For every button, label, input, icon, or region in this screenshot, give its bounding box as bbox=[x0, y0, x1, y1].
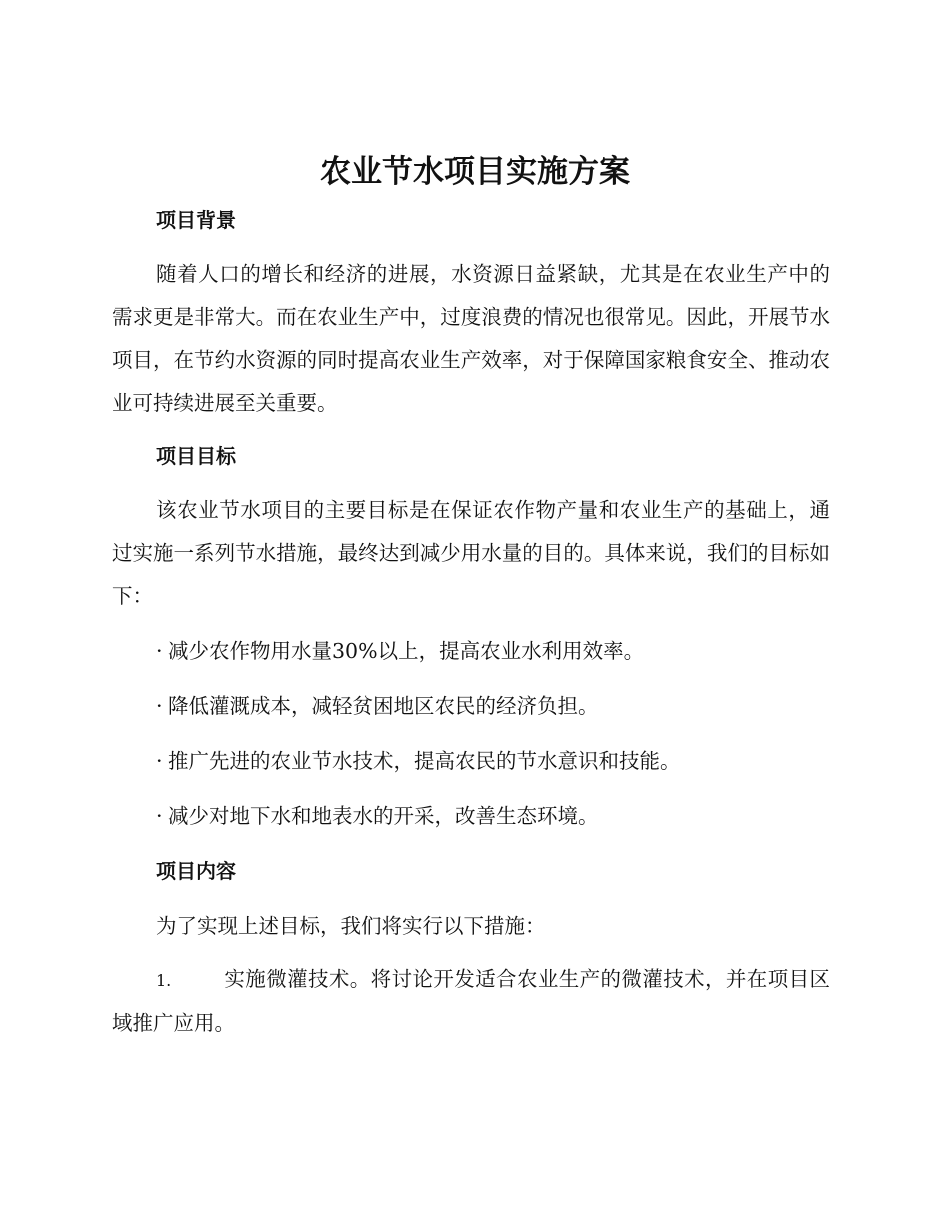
item-text: 实施微灌技术。将讨论开发适合农业生产的微灌技术，并在项目区域推广应用。 bbox=[112, 967, 830, 1035]
section-heading-background: 项目背景 bbox=[156, 208, 236, 232]
bullet-marker: · bbox=[156, 749, 163, 773]
goal-item-text: 降低灌溉成本，减轻贫困地区农民的经济负担。 bbox=[168, 694, 599, 718]
goal-item-text: 减少对地下水和地表水的开采，改善生态环境。 bbox=[168, 804, 599, 828]
background-paragraph: 随着人口的增长和经济的进展，水资源日益紧缺，尤其是在农业生产中的需求更是非常大。而在农业生产中，过度浪费的情况也很常见。因此，开展节水项目，在节约水资源的同时提高农业生产效率，对于保障国家粮食安全、推动农业可持续进展至关重要。 bbox=[112, 262, 830, 415]
numbered-list-item bbox=[112, 958, 830, 1045]
goal-list-item bbox=[156, 746, 836, 776]
goal-list-item bbox=[156, 691, 836, 721]
goal-item-text: 减少农作物用水量30%以上，提高农业水利用效率。 bbox=[168, 639, 645, 663]
section-heading-goals: 项目目标 bbox=[156, 444, 236, 468]
bullet-marker: · bbox=[156, 694, 163, 718]
content-intro: 为了实现上述目标，我们将实行以下措施： bbox=[156, 914, 546, 938]
document-title: 农业节水项目实施方案 bbox=[320, 154, 630, 190]
bullet-marker: · bbox=[156, 639, 163, 663]
goal-list-item bbox=[156, 801, 836, 831]
bullet-marker: · bbox=[156, 804, 163, 828]
item-number: 1. bbox=[156, 971, 172, 990]
goal-item-text: 推广先进的农业节水技术，提高农民的节水意识和技能。 bbox=[168, 749, 681, 773]
section-heading-content: 项目内容 bbox=[156, 859, 236, 883]
goals-paragraph: 该农业节水项目的主要目标是在保证农作物产量和农业生产的基础上，通过实施一系列节水措施，最终达到减少用水量的目的。具体来说，我们的目标如下： bbox=[112, 498, 830, 608]
goal-list-item bbox=[156, 636, 836, 666]
